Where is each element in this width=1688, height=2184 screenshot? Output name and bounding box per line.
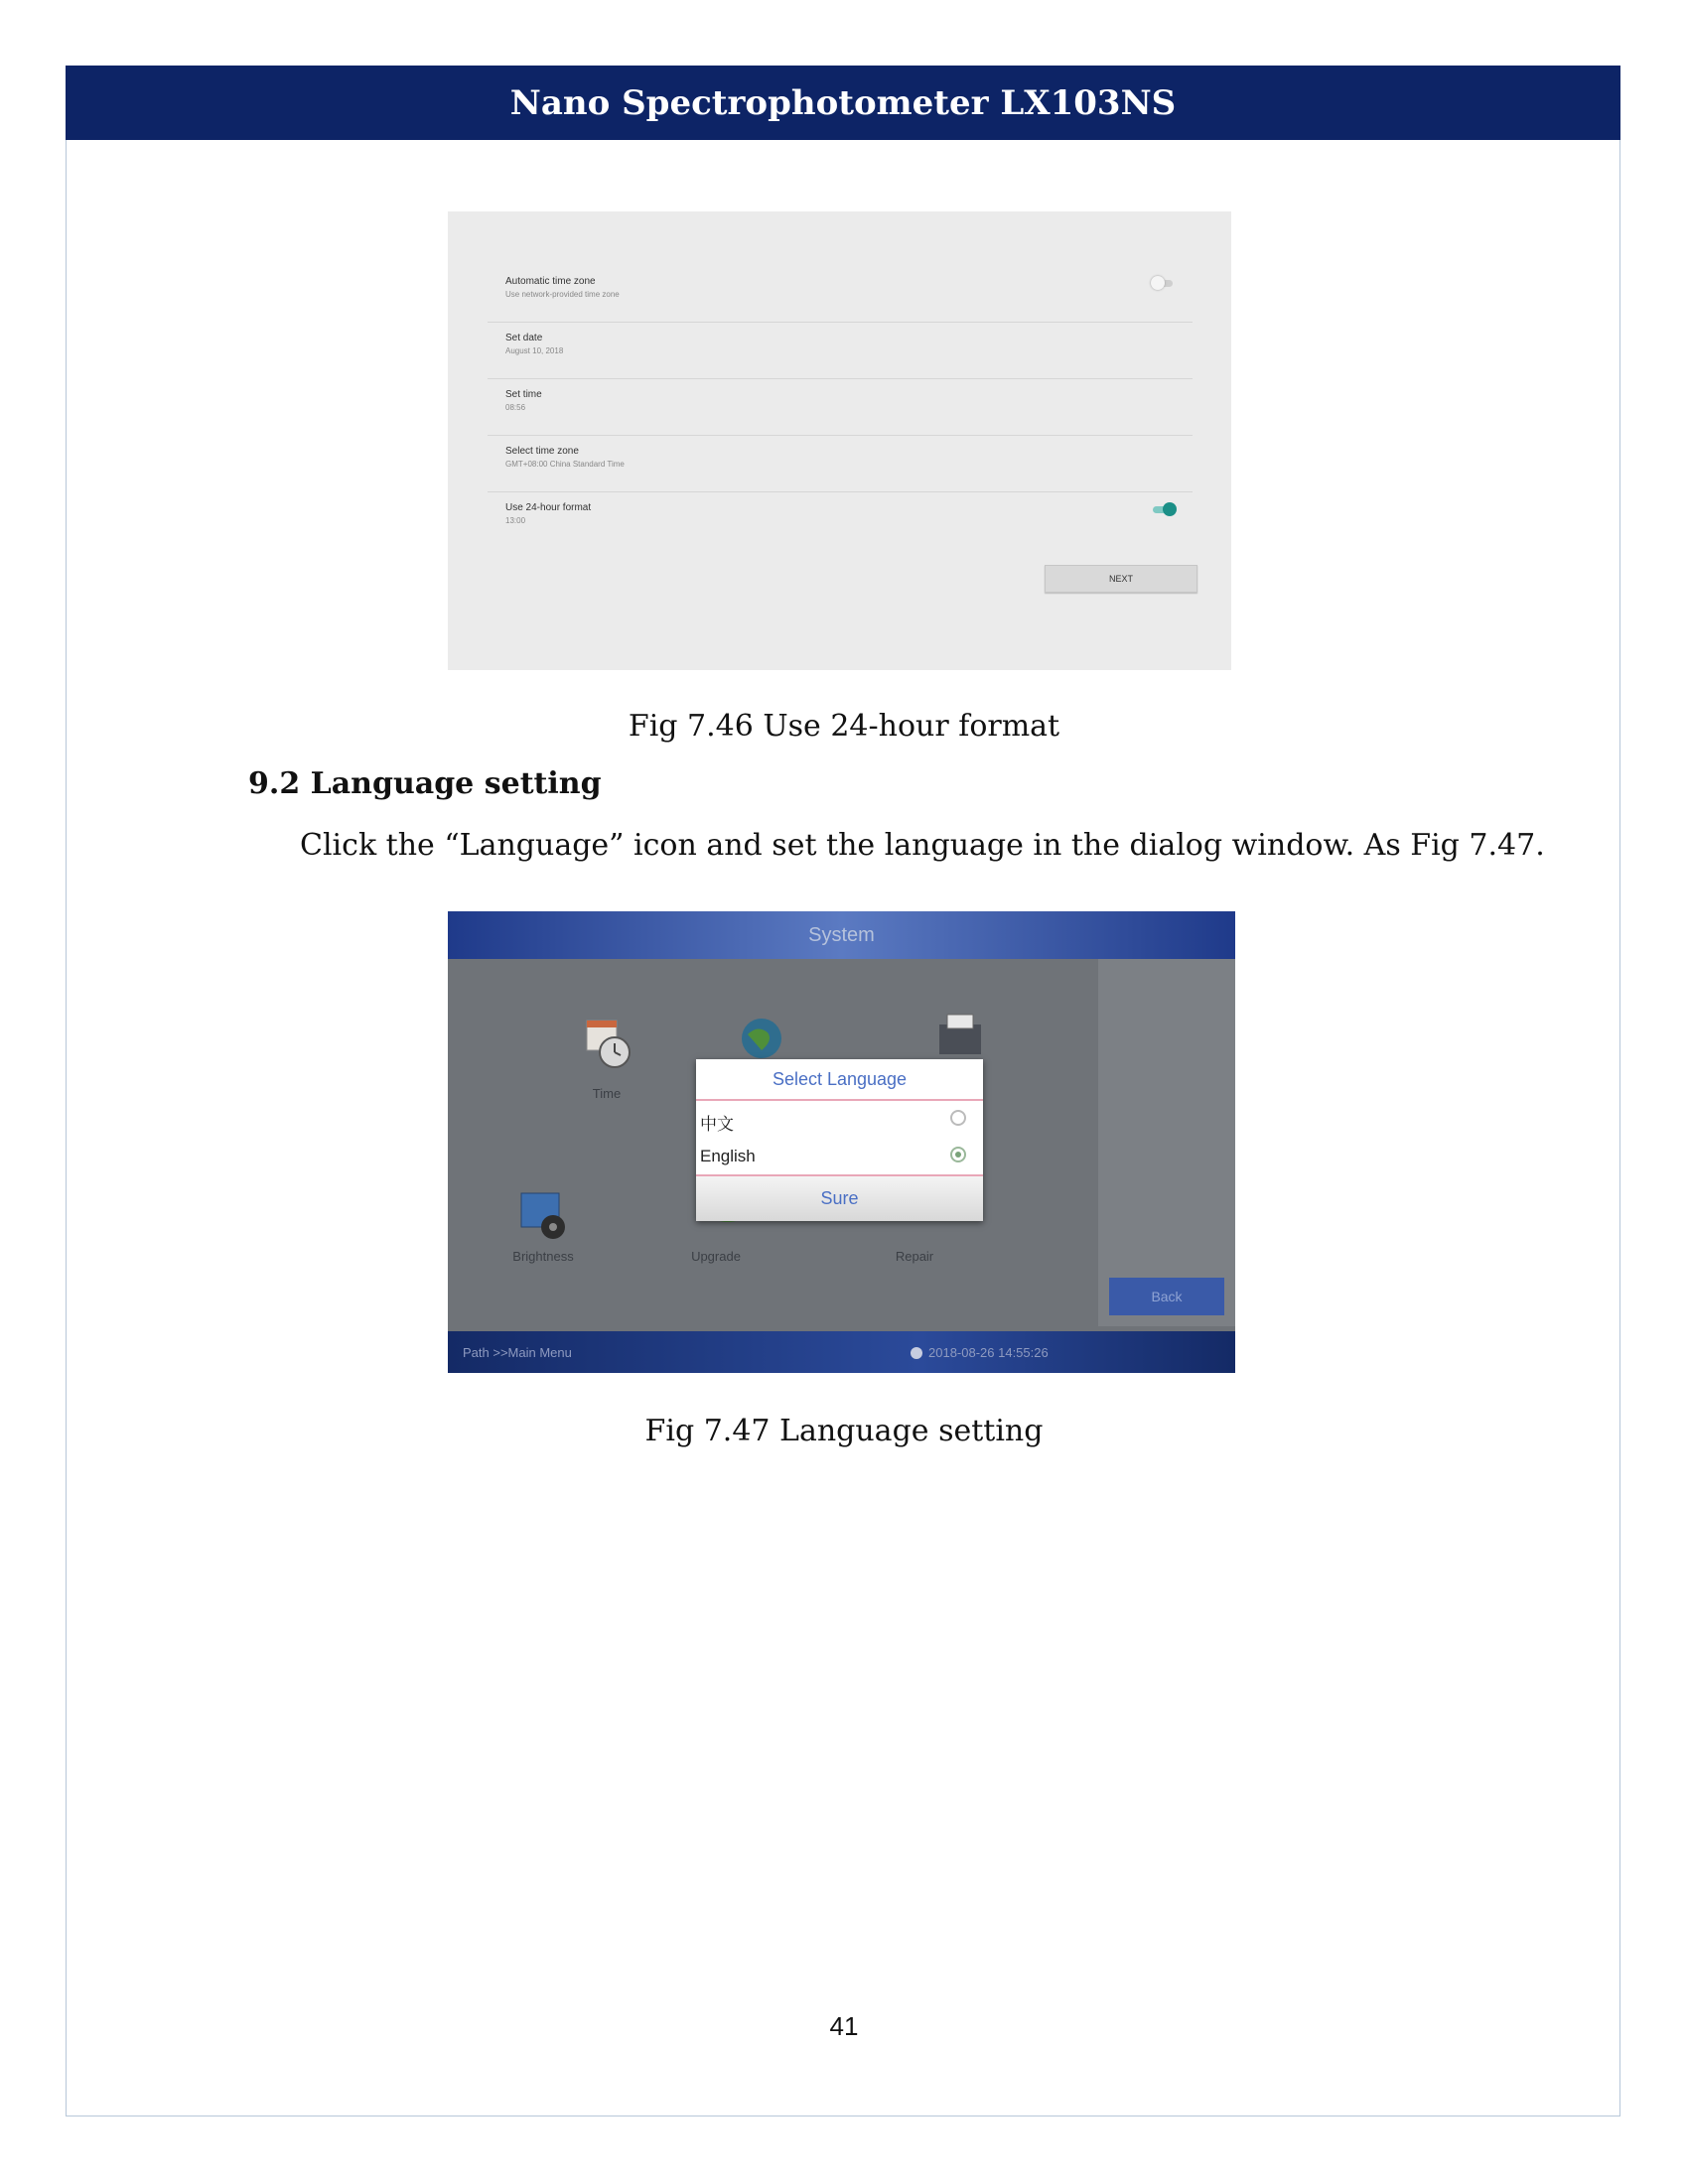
path-text: Path >>Main Menu <box>463 1345 572 1360</box>
right-panel <box>1098 959 1235 1326</box>
page-number: 41 <box>829 2011 859 2041</box>
setting-title: Automatic time zone <box>505 276 596 287</box>
setting-title: Select time zone <box>505 446 579 457</box>
setting-row-select-time-zone[interactable] <box>488 436 1193 492</box>
setting-row-24-hour-format[interactable] <box>488 492 1193 548</box>
back-button[interactable]: Back <box>1109 1278 1224 1315</box>
app-tile-brightness[interactable] <box>475 1189 594 1298</box>
setting-row-set-date[interactable] <box>488 323 1193 379</box>
language-setting-screenshot <box>448 911 1235 1373</box>
setting-row-automatic-time-zone[interactable] <box>488 266 1193 323</box>
setting-subtitle: GMT+08:00 China Standard Time <box>505 460 625 469</box>
setting-subtitle: 08:56 <box>505 403 526 412</box>
body-paragraph: Click the “Language” icon and set the language in the dialog window. As Fig 7.47. <box>300 828 1545 863</box>
document-header <box>66 66 1620 140</box>
option-label: 中文 <box>700 1115 734 1134</box>
radio-button-unchecked[interactable] <box>950 1110 966 1126</box>
automatic-time-zone-toggle[interactable] <box>1153 280 1173 287</box>
24-hour-format-toggle[interactable] <box>1153 506 1173 513</box>
figure-caption-1: Fig 7.46 Use 24-hour format <box>628 709 1060 744</box>
clock-icon <box>911 1347 922 1359</box>
system-title-bar <box>448 911 1235 959</box>
section-heading: 9.2 Language setting <box>248 766 602 801</box>
setting-title: Set time <box>505 389 542 400</box>
app-tile-time[interactable] <box>547 1017 666 1126</box>
app-label: Upgrade <box>691 1249 741 1264</box>
setting-row-set-time[interactable] <box>488 379 1193 436</box>
app-label: Repair <box>895 1249 934 1264</box>
datetime-display <box>911 1345 1049 1360</box>
setting-subtitle: August 10, 2018 <box>505 346 564 355</box>
toggle-knob <box>1163 502 1177 516</box>
option-label: English <box>700 1147 756 1165</box>
language-option-english[interactable] <box>696 1138 983 1173</box>
datetime-settings-screenshot <box>448 211 1231 670</box>
status-bar <box>448 1331 1235 1373</box>
clock-calendar-icon <box>583 1017 634 1072</box>
toggle-knob <box>1151 276 1165 290</box>
setting-subtitle: 13:00 <box>505 516 526 525</box>
datetime-text: 2018-08-26 14:55:26 <box>928 1345 1049 1360</box>
language-option-chinese[interactable] <box>696 1101 983 1137</box>
next-button[interactable]: NEXT <box>1045 565 1197 593</box>
setting-title: Use 24-hour format <box>505 502 592 513</box>
globe-icon <box>740 1011 787 1060</box>
app-label: Time <box>592 1086 622 1101</box>
system-title: System <box>808 923 875 946</box>
setting-title: Set date <box>505 333 543 343</box>
sure-button[interactable]: Sure <box>696 1176 983 1221</box>
dialog-title: Select Language <box>696 1059 983 1101</box>
radio-button-checked[interactable] <box>950 1147 966 1162</box>
select-language-dialog <box>696 1059 983 1221</box>
brightness-gear-icon <box>519 1189 571 1245</box>
figure-caption-2: Fig 7.47 Language setting <box>644 1414 1044 1448</box>
app-label: Brightness <box>512 1249 574 1264</box>
printer-icon <box>933 1011 987 1060</box>
setting-subtitle: Use network-provided time zone <box>505 290 620 299</box>
document-title: Nano Spectrophotometer LX103NS <box>509 82 1177 123</box>
